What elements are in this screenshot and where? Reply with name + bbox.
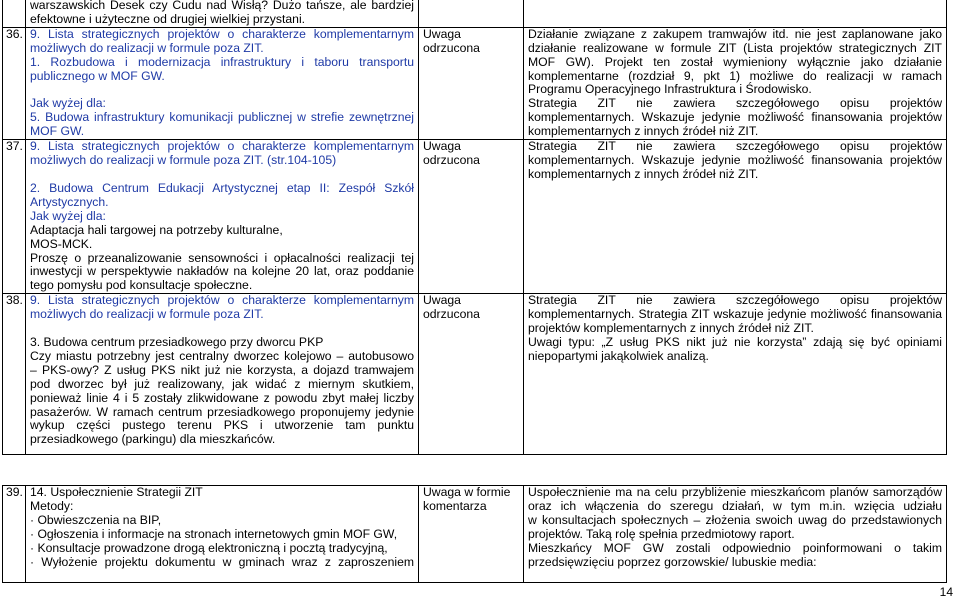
response-cell: Strategia ZIT nie zawiera szczegółowego opisu projektów komplementarnych. Strategia ZIT wskazuje jedynie możliwość finansowania projektów komplementarnych z innych źródeł niż ZIT. Uwagi typu: „Z usług PKS nikt już nie korzysta” zdają się być opiniami niepopartymi jakąkolwiek analizą.: [524, 294, 947, 455]
proposal-cell: 14. Uspołecznienie Strategii ZIT Metody: · Obwieszczenia na BIP, · Ogłoszenia i informacje na stronach internetowych gmin MOF GW, · Konsultacje prowadzone drogą elektroniczną i pocztą tradycyjną, · Wyłożenie projektu dokumentu w gminach wraz z zaproszeniem: [26, 486, 419, 583]
table-row: [3, 27, 947, 139]
row-number: 36.: [3, 27, 26, 139]
table-row: [3, 0, 947, 27]
table-row: [3, 294, 947, 455]
status-cell: Uwaga w formie komentarza: [419, 486, 524, 583]
table-row: [3, 140, 947, 294]
status-cell: Uwaga odrzucona: [419, 294, 524, 455]
response-cell: Działanie związane z zakupem tramwajów itd. nie jest zaplanowane jako działanie realizowane w formule ZIT (Lista projektów strategicznych ZIT MOF GW). Projekt ten został wymieniony wyłącznie jako działanie komplementarne (rozdział 9, pkt 1) możliwe do realizacji w ramach Programu Operacyjnego Infrastruktura i Środowisko. Strategia ZIT nie zawiera szczegółowego opisu projektów komplementarnych. Wskazuje jedynie możliwość finansowania projektów komplementarnych z innych źródeł niż ZIT.: [524, 27, 947, 139]
response-cell: Strategia ZIT nie zawiera szczegółowego opisu projektów komplementarnych. Wskazuje jedynie możliwość finansowania projektów komplementarnych z innych źródeł niż ZIT.: [524, 140, 947, 294]
consultation-table-upper: [2, 0, 947, 455]
proposal-cell: 9. Lista strategicznych projektów o charakterze komplementarnym możliwych do realizacji w formule poza ZIT. 1. Rozbudowa i modernizacja infrastruktury i taboru transportu publicznego w MOF GW. Jak wyżej dla: 5. Budowa infrastruktury komunikacji publicznej w strefie zewnętrznej MOF GW.: [26, 27, 419, 139]
consultation-table-lower: [2, 485, 947, 583]
page-number: 14: [939, 585, 953, 599]
row-number: 39.: [3, 486, 26, 583]
proposal-cell: 9. Lista strategicznych projektów o charakterze komplementarnym możliwych do realizacji w formule poza ZIT. 3. Budowa centrum przesiadkowego przy dworcu PKP Czy miastu potrzebny jest centralny dworzec kolejowo – autobusowo – PKS-owy? Z usług PKS nikt już nie korzysta, a dojazd tramwajem pod dworzec był już realizowany, jak widać z miernym skutkiem, ponieważ linie 4 i 5 zostały zlikwidowane z powodu zbyt małej liczby pasażerów. W ramach centrum przesiadkowego proponujemy jedynie wykup części pustego terenu PKS i utworzenie tam punktu przesiadkowego (parkingu) dla mieszkańców.: [26, 294, 419, 455]
response-cell: Uspołecznienie ma na celu przybliżenie mieszkańcom planów samorządów oraz ich włączenia do szeregu działań, w tym m.in. wzięcia udziału w konsultacjach społecznych – złożenia swoich uwag do przedstawionych projektów. Taką rolę spełnia przedmiotowy raport. Mieszkańcy MOF GW zostali odpowiednio poinformowani o takim przedsięwzięciu poprzez gorzowskie/ lubuskie media:: [524, 486, 947, 583]
table-row: [3, 486, 947, 583]
row-number: 38.: [3, 294, 26, 455]
proposal-cell: 9. Lista strategicznych projektów o charakterze komplementarnym możliwych do realizacji w formule poza ZIT. (str.104-105) 2. Budowa Centrum Edukacji Artystycznej etap II: Zespół Szkół Artystycznych. Jak wyżej dla: Adaptacja hali targowej na potrzeby kulturalne, MOS-MCK. Proszę o przeanalizowanie sensowności i opłacalności realizacji tej inwestycji w perspektywie nakładów na kolejne 20 lat, oraz poddanie tego pomysłu pod konsultacje społeczne.: [26, 140, 419, 294]
status-cell: Uwaga odrzucona: [419, 27, 524, 139]
status-cell: Uwaga odrzucona: [419, 140, 524, 294]
proposal-cell: warszawskich Desek czy Cudu nad Wisłą? Dużo tańsze, ale bardziej efektowne i użyteczne od drugiej wielkiej przystani.: [26, 0, 419, 27]
row-number: 37.: [3, 140, 26, 294]
